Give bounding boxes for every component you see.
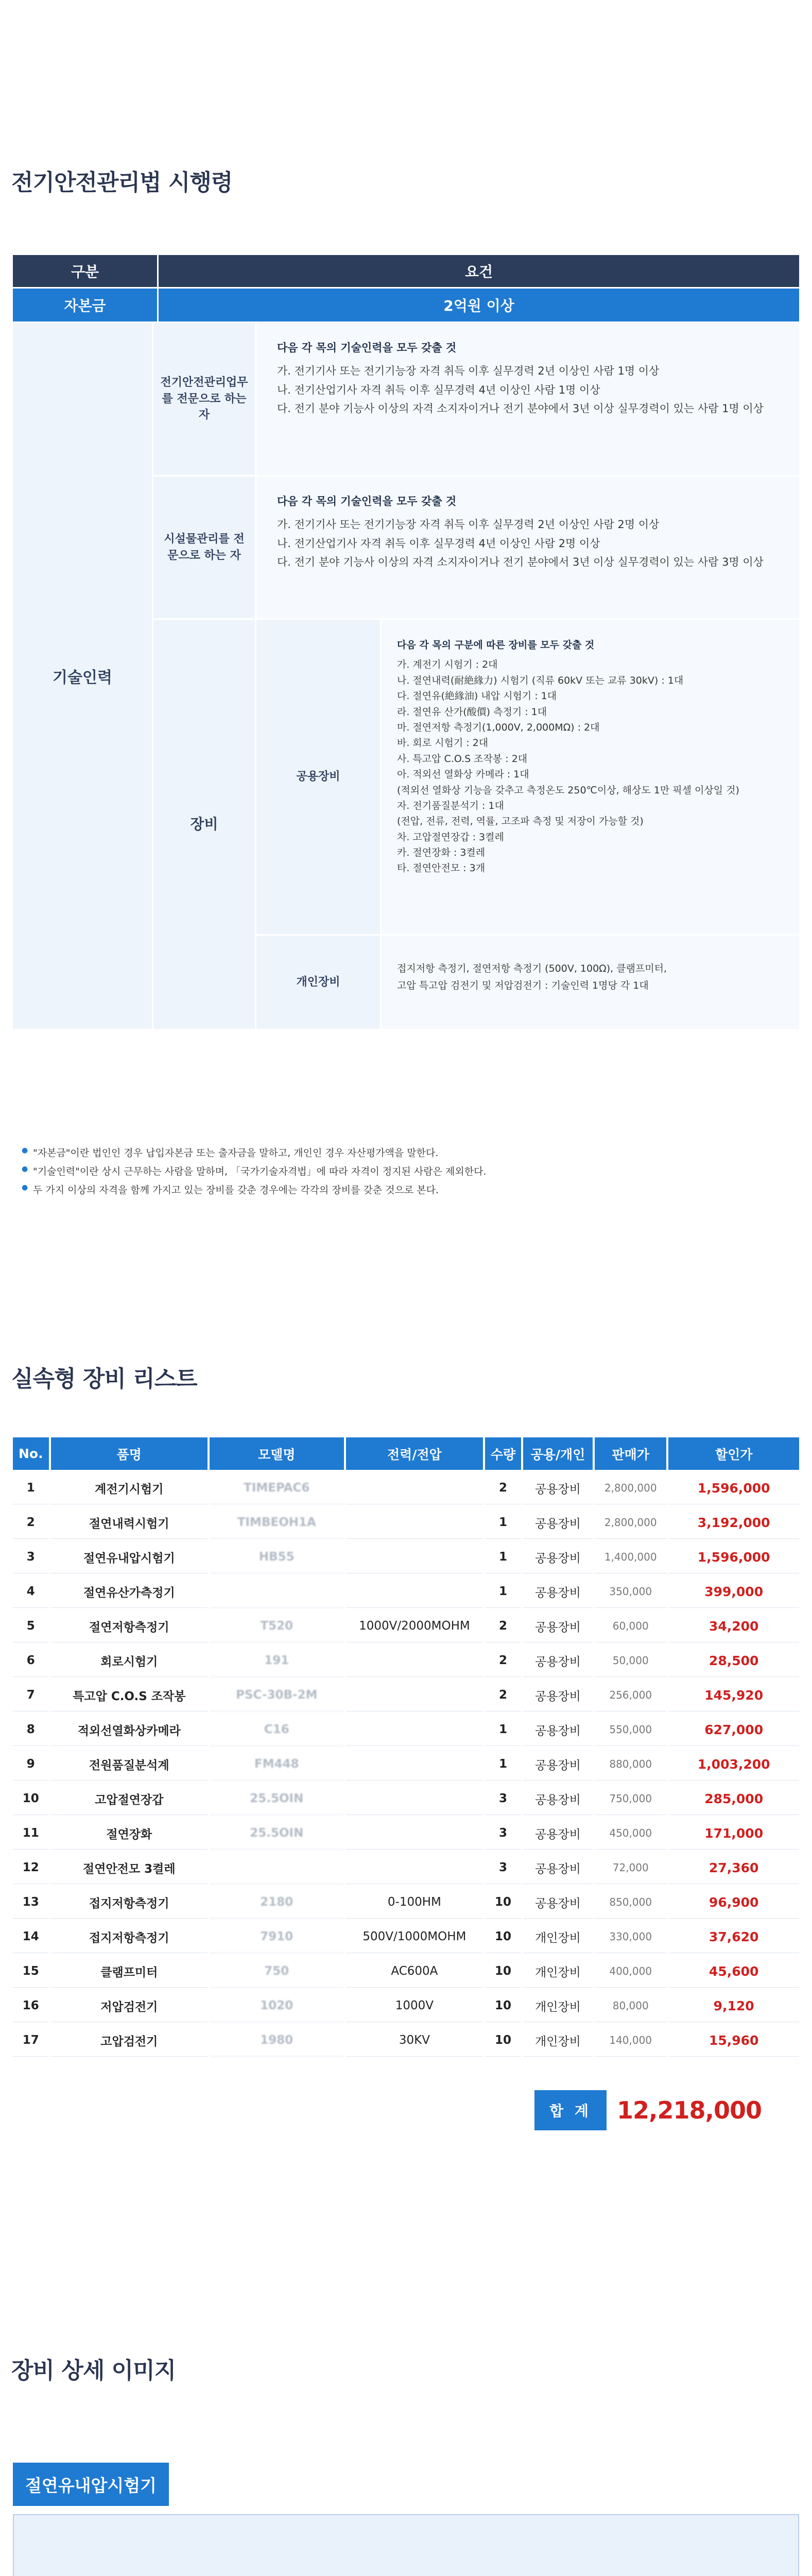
capital-label: 자본금	[13, 289, 157, 321]
table-row	[13, 1472, 799, 1504]
cell-name: 절연저항측정기	[51, 1610, 208, 1642]
note-item: ● "기술인력"이란 상시 근무하는 사람을 말하며, 「국가기술자격법」에 따라 자격이 정지된 사람은 제외한다.	[22, 1162, 794, 1181]
cell-model: 750	[210, 1955, 344, 1988]
table-row	[13, 1575, 799, 1608]
cell-no: 14	[13, 1921, 49, 1953]
cell-no: 9	[13, 1748, 49, 1781]
cell-no: 17	[13, 2024, 49, 2057]
cell-qty: 10	[485, 1955, 521, 1988]
cell-power	[346, 1714, 483, 1746]
col-price: 판매가	[595, 1437, 666, 1470]
cell-name: 고압절연장갑	[51, 1783, 208, 1815]
tech-group2-text	[256, 477, 799, 618]
tech-label: 기술인력	[13, 323, 152, 1029]
cell-price: 550,000	[595, 1714, 666, 1746]
cell-no: 3	[13, 1541, 49, 1573]
tech-group2-item: 다. 전기 분야 기능사 이상의 자격 소지자이거나 전기 분야에서 3년 이상 실무경력이 있는 사람 3명 이상	[277, 556, 764, 569]
cell-model: TIMEPAC6	[210, 1472, 344, 1504]
cell-type: 공용장비	[523, 1472, 593, 1504]
table-row	[13, 1679, 799, 1711]
cell-no: 6	[13, 1645, 49, 1677]
total-label: 합 계	[534, 2090, 607, 2130]
equip-personal-item: 고압 특고압 검전기 및 저압검전기 : 기술인력 1명당 각 1대	[397, 980, 649, 992]
table-row	[13, 1921, 799, 1953]
equip-common-item: 나. 절연내력(耐絶緣力) 시험기 (직류 60kV 또는 교류 30kV) : 1대	[397, 674, 684, 686]
cell-power	[346, 1679, 483, 1711]
col-name: 품명	[51, 1437, 208, 1470]
cell-model: 25.5OIN	[210, 1783, 344, 1815]
tech-group1-item: 가. 전기기사 또는 전기기능장 자격 취득 이후 실무경력 2년 이상인 사람 1명 이상	[277, 364, 660, 377]
cell-name: 접지저항측정기	[51, 1921, 208, 1953]
cell-name: 저압검전기	[51, 1990, 208, 2022]
cell-qty: 2	[485, 1472, 521, 1504]
cell-power	[346, 1852, 483, 1884]
cell-sale: 171,000	[668, 1817, 799, 1850]
tech-group2-item: 가. 전기기사 또는 전기기능장 자격 취득 이후 실무경력 2년 이상인 사람 2명 이상	[277, 518, 660, 531]
cell-type: 공용장비	[523, 1645, 593, 1677]
equipment-table	[13, 1437, 799, 2059]
cell-power: 0-100HM	[346, 1886, 483, 1919]
tech-group2-label: 시설물관리를 전문으로 하는 자	[153, 477, 255, 618]
cell-power	[346, 1472, 483, 1504]
cell-price: 1,400,000	[595, 1541, 666, 1573]
cell-price: 140,000	[595, 2024, 666, 2057]
cell-type: 개인장비	[523, 1955, 593, 1988]
cell-no: 2	[13, 1506, 49, 1539]
cell-sale: 37,620	[668, 1921, 799, 1953]
cell-sale: 285,000	[668, 1783, 799, 1815]
oil-tester-illustration	[14, 2515, 798, 2576]
table-row	[13, 1852, 799, 1884]
cell-sale: 627,000	[668, 1714, 799, 1746]
tech-group1-item: 다. 전기 분야 기능사 이상의 자격 소지자이거나 전기 분야에서 3년 이상 실무경력이 있는 사람 1명 이상	[277, 402, 764, 415]
cell-model: C16	[210, 1714, 344, 1746]
cell-no: 7	[13, 1679, 49, 1711]
cell-sale: 96,900	[668, 1886, 799, 1919]
col-qty: 수량	[485, 1437, 521, 1470]
cell-no: 10	[13, 1783, 49, 1815]
equip-common-item: 바. 회로 시험기 : 2대	[397, 737, 489, 749]
cell-sale: 27,360	[668, 1852, 799, 1884]
cell-qty: 1	[485, 1714, 521, 1746]
cell-price: 850,000	[595, 1886, 666, 1919]
cell-name: 절연장화	[51, 1817, 208, 1850]
cell-model	[210, 1575, 344, 1608]
cell-sale: 1,596,000	[668, 1472, 799, 1504]
equip-common-item: 가. 계전기 시험기 : 2대	[397, 659, 498, 671]
equip-common-item: 다. 절연유(絶緣油) 내압 시험기 : 1대	[397, 690, 557, 702]
cell-price: 80,000	[595, 1990, 666, 2022]
cell-model: 1980	[210, 2024, 344, 2057]
col-no: No.	[13, 1437, 49, 1470]
equip-common-item: 마. 절연저항 측정기(1,000V, 2,000MΩ) : 2대	[397, 721, 600, 733]
cell-power	[346, 1645, 483, 1677]
cell-name: 절연안전모 3켤레	[51, 1852, 208, 1884]
table-row	[13, 1645, 799, 1677]
equip-common-item: 사. 특고압 C.O.S 조작봉 : 2대	[397, 753, 528, 765]
requirements-header	[13, 255, 799, 287]
equip-personal-item: 접지저항 측정기, 절연저항 측정기 (500V, 100Ω), 클램프미터,	[397, 963, 667, 974]
cell-qty: 10	[485, 1990, 521, 2022]
cell-no: 15	[13, 1955, 49, 1988]
col-sale: 할인가	[668, 1437, 799, 1470]
cell-model: 25.5OIN	[210, 1817, 344, 1850]
equip-common-item: 차. 고압절연장갑 : 3켤레	[397, 831, 504, 843]
cell-no: 8	[13, 1714, 49, 1746]
cell-type: 개인장비	[523, 1990, 593, 2022]
cell-name: 절연유내압시험기	[51, 1541, 208, 1573]
cell-type: 공용장비	[523, 1610, 593, 1642]
cell-type: 공용장비	[523, 1783, 593, 1815]
requirements-body	[13, 323, 799, 1127]
cell-name: 계전기시험기	[51, 1472, 208, 1504]
table-row	[13, 1610, 799, 1642]
table-row	[13, 1955, 799, 1988]
cell-power: AC600A	[346, 1955, 483, 1988]
cell-no: 5	[13, 1610, 49, 1642]
col-type: 공용/개인	[523, 1437, 593, 1470]
cell-model	[210, 1852, 344, 1884]
capital-row	[13, 289, 799, 321]
cell-power: 1000V	[346, 1990, 483, 2022]
tech-group2-item: 나. 전기산업기사 자격 취득 이후 실무경력 4년 이상인 사람 2명 이상	[277, 537, 600, 550]
cell-sale: 9,120	[668, 1990, 799, 2022]
cell-model: 1020	[210, 1990, 344, 2022]
cell-qty: 3	[485, 1783, 521, 1815]
capital-value: 2억원 이상	[159, 289, 799, 321]
cell-qty: 3	[485, 1852, 521, 1884]
cell-power: 30KV	[346, 2024, 483, 2057]
table-row	[13, 1817, 799, 1850]
cell-power	[346, 1817, 483, 1850]
cell-price: 60,000	[595, 1610, 666, 1642]
cell-sale: 145,920	[668, 1679, 799, 1711]
col-power: 전력/전압	[346, 1437, 483, 1470]
cell-no: 16	[13, 1990, 49, 2022]
cell-sale: 1,003,200	[668, 1748, 799, 1781]
cell-qty: 2	[485, 1610, 521, 1642]
cell-model: HB55	[210, 1541, 344, 1573]
cell-qty: 2	[485, 1645, 521, 1677]
cell-model: 7910	[210, 1921, 344, 1953]
cell-no: 13	[13, 1886, 49, 1919]
cell-type: 공용장비	[523, 1817, 593, 1850]
equip-personal-label: 개인장비	[256, 936, 380, 1029]
total-row	[534, 2090, 762, 2130]
cell-power: 500V/1000MOHM	[346, 1921, 483, 1953]
equip-common-item: (전압, 전류, 전력, 역률, 고조파 측정 및 저장이 가능할 것)	[397, 816, 644, 827]
equip-label: 장비	[153, 620, 255, 1029]
cell-qty: 2	[485, 1679, 521, 1711]
cell-power	[346, 1541, 483, 1573]
tech-group1-item: 나. 전기산업기사 자격 취득 이후 실무경력 4년 이상인 사람 1명 이상	[277, 383, 600, 396]
cell-model: FM448	[210, 1748, 344, 1781]
equipment-table-header	[13, 1437, 799, 1470]
table-row	[13, 2024, 799, 2057]
cell-no: 11	[13, 1817, 49, 1850]
cell-price: 50,000	[595, 1645, 666, 1677]
cell-name: 회로시험기	[51, 1645, 208, 1677]
cell-model: 191	[210, 1645, 344, 1677]
cell-qty: 1	[485, 1748, 521, 1781]
table-row	[13, 1886, 799, 1919]
cell-type: 공용장비	[523, 1575, 593, 1608]
equip-common-item: (적외선 열화상 기능을 갖추고 측정온도 250℃이상, 해상도 1만 픽셀 이상일 것)	[397, 784, 739, 796]
tech-group1-lead: 다음 각 목의 기술인력을 모두 갖출 것	[277, 342, 457, 354]
table-row	[13, 1748, 799, 1781]
equip-common-label: 공용장비	[256, 620, 380, 934]
cell-name: 접지저항측정기	[51, 1886, 208, 1919]
cell-type: 개인장비	[523, 1921, 593, 1953]
image-oil-tester	[13, 2514, 799, 2576]
cell-type: 공용장비	[523, 1748, 593, 1781]
cell-model: 2180	[210, 1886, 344, 1919]
cell-qty: 10	[485, 2024, 521, 2057]
cell-price: 2,800,000	[595, 1472, 666, 1504]
header-category: 구분	[13, 255, 157, 287]
cell-sale: 45,600	[668, 1955, 799, 1988]
section-title-equipment-list: 실속형 장비 리스트	[11, 1366, 197, 1392]
cell-qty: 1	[485, 1541, 521, 1573]
cell-price: 400,000	[595, 1955, 666, 1988]
cell-type: 공용장비	[523, 1886, 593, 1919]
cell-model: T520	[210, 1610, 344, 1642]
cell-price: 2,800,000	[595, 1506, 666, 1539]
cell-type: 공용장비	[523, 1679, 593, 1711]
equip-common-item: 아. 적외선 열화상 카메라 : 1대	[397, 769, 529, 781]
equip-common-text	[382, 620, 799, 934]
cell-price: 330,000	[595, 1921, 666, 1953]
cell-power	[346, 1748, 483, 1781]
notes-list	[22, 1144, 794, 1199]
cell-name: 절연내력시험기	[51, 1506, 208, 1539]
cell-type: 공용장비	[523, 1506, 593, 1539]
cell-sale: 15,960	[668, 2024, 799, 2057]
cell-price: 750,000	[595, 1783, 666, 1815]
cell-power	[346, 1506, 483, 1539]
cell-price: 72,000	[595, 1852, 666, 1884]
table-row	[13, 1990, 799, 2022]
equip-common-item: 자. 전기품질분석기 : 1대	[397, 800, 504, 811]
cell-sale: 1,596,000	[668, 1541, 799, 1573]
equip-common-item: 타. 절연안전모 : 3개	[397, 862, 486, 874]
cell-price: 256,000	[595, 1679, 666, 1711]
total-value: 12,218,000	[617, 2096, 762, 2124]
tech-group1-text	[256, 323, 799, 475]
cell-no: 1	[13, 1472, 49, 1504]
section-title-detail-images: 장비 상세 이미지	[11, 2358, 176, 2384]
cell-price: 880,000	[595, 1748, 666, 1781]
table-row	[13, 1506, 799, 1539]
cell-name: 특고압 C.O.S 조작봉	[51, 1679, 208, 1711]
tech-group1-label: 전기안전관리업무를 전문으로 하는 자	[153, 323, 255, 475]
cell-name: 절연유산가측정기	[51, 1575, 208, 1608]
col-model: 모델명	[210, 1437, 344, 1470]
image-tag-oil-tester: 절연유내압시험기	[13, 2463, 169, 2506]
cell-name: 전원품질분석계	[51, 1748, 208, 1781]
equip-lead: 다음 각 목의 구분에 따른 장비를 모두 갖출 것	[397, 639, 595, 651]
table-row	[13, 1783, 799, 1815]
equip-common-item: 카. 절연장화 : 3켤레	[397, 847, 486, 859]
cell-price: 350,000	[595, 1575, 666, 1608]
header-requirement: 요건	[159, 255, 799, 287]
cell-model: TIMBEOH1A	[210, 1506, 344, 1539]
note-item: ● 두 가지 이상의 자격을 함께 가지고 있는 장비를 갖춘 경우에는 각각의 장비를 갖춘 것으로 본다.	[22, 1181, 794, 1199]
cell-model: PSC-30B-2M	[210, 1679, 344, 1711]
cell-qty: 1	[485, 1506, 521, 1539]
equip-personal-text	[382, 936, 799, 1029]
cell-power: 1000V/2000MOHM	[346, 1610, 483, 1642]
section-title-law: 전기안전관리법 시행령	[11, 170, 233, 196]
cell-type: 공용장비	[523, 1541, 593, 1573]
cell-sale: 399,000	[668, 1575, 799, 1608]
cell-qty: 10	[485, 1921, 521, 1953]
table-row	[13, 1541, 799, 1573]
cell-qty: 1	[485, 1575, 521, 1608]
cell-name: 클램프미터	[51, 1955, 208, 1988]
note-item: ● "자본금"이란 법인인 경우 납입자본금 또는 출자금을 말하고, 개인인 경우 자산평가액을 말한다.	[22, 1144, 794, 1162]
cell-qty: 3	[485, 1817, 521, 1850]
table-row	[13, 1714, 799, 1746]
tech-group2-lead: 다음 각 목의 기술인력을 모두 갖출 것	[277, 495, 457, 507]
cell-sale: 34,200	[668, 1610, 799, 1642]
cell-type: 공용장비	[523, 1714, 593, 1746]
cell-price: 450,000	[595, 1817, 666, 1850]
cell-sale: 3,192,000	[668, 1506, 799, 1539]
cell-name: 고압검전기	[51, 2024, 208, 2057]
cell-no: 4	[13, 1575, 49, 1608]
equip-common-item: 라. 절연유 산가(酸價) 측정기 : 1대	[397, 706, 547, 718]
cell-power	[346, 1575, 483, 1608]
cell-qty: 10	[485, 1886, 521, 1919]
cell-name: 적외선열화상카메라	[51, 1714, 208, 1746]
cell-type: 개인장비	[523, 2024, 593, 2057]
cell-power	[346, 1783, 483, 1815]
cell-type: 공용장비	[523, 1852, 593, 1884]
cell-no: 12	[13, 1852, 49, 1884]
cell-sale: 28,500	[668, 1645, 799, 1677]
